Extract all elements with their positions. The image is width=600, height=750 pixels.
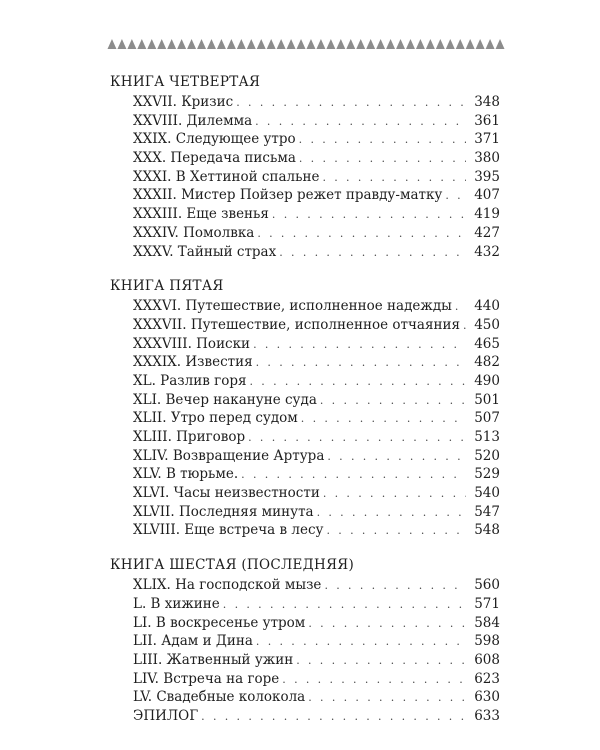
page-number: 427 — [474, 224, 500, 241]
toc-entry — [110, 243, 500, 262]
toc-entry — [110, 595, 500, 614]
page-number: 465 — [474, 335, 500, 352]
dot-leader — [241, 466, 466, 485]
ornament-triangle — [456, 39, 465, 49]
page-number: 450 — [474, 316, 500, 333]
chapter-title: XLIX. На господской мызе — [133, 577, 322, 594]
toc-entry — [110, 670, 500, 689]
page-number: 380 — [474, 150, 500, 167]
toc-entry — [110, 576, 500, 595]
page-number: 584 — [474, 614, 500, 631]
ornament-triangle — [247, 39, 256, 49]
ornament-triangle — [127, 39, 136, 49]
ornament-triangle — [157, 39, 166, 49]
page-number: 507 — [474, 410, 500, 427]
ornament-triangle — [167, 39, 176, 49]
ornament-triangle — [117, 39, 126, 49]
ornament-triangle — [486, 39, 495, 49]
dot-leader — [279, 244, 466, 263]
toc-entry — [110, 391, 500, 410]
ornament-triangle — [426, 39, 435, 49]
table-of-contents — [110, 74, 500, 743]
ornament-triangle — [386, 39, 395, 49]
page-number: 623 — [474, 670, 500, 687]
dot-leader — [256, 633, 466, 652]
ornament-triangle — [316, 39, 325, 49]
dot-leader — [299, 131, 466, 150]
dot-leader — [445, 187, 466, 206]
chapter-title: LIII. Жатвенный ужин — [133, 651, 294, 668]
page-number: 432 — [474, 243, 500, 260]
dot-leader — [255, 113, 466, 132]
ornament-triangle — [336, 39, 345, 49]
dot-leader — [301, 410, 466, 429]
chapter-title: XXXI. В Хеттиной спальне — [133, 168, 320, 185]
chapter-title: XXX. Передача письма — [133, 150, 296, 167]
toc-entry — [110, 297, 500, 316]
dot-leader — [322, 169, 466, 188]
toc-entry — [110, 93, 500, 112]
ornament-triangle — [297, 39, 306, 49]
chapter-title: L. В хижине — [133, 595, 220, 612]
dot-leader — [223, 596, 466, 615]
ornament-triangle — [147, 39, 156, 49]
page-number: 598 — [474, 633, 500, 650]
book-title: КНИГА ШЕСТАЯ (ПОСЛЕДНЯЯ) — [110, 557, 355, 574]
page-number: 608 — [474, 651, 500, 668]
page-number: 630 — [474, 689, 500, 706]
book-six-section — [110, 557, 500, 726]
chapter-title: XXXVII. Путешествие, исполненное отчаяния — [133, 316, 460, 333]
ornament-triangle — [406, 39, 415, 49]
toc-entry — [110, 316, 500, 335]
chapter-title: XLVII. Последняя минута — [133, 503, 314, 520]
ornament-triangle — [326, 39, 335, 49]
page-number: 633 — [474, 707, 500, 724]
ornament-triangle — [496, 39, 505, 49]
dot-leader — [299, 150, 466, 169]
toc-entry — [110, 651, 500, 670]
ornament-triangle — [207, 39, 216, 49]
ornament-triangle — [237, 39, 246, 49]
ornament-triangle — [376, 39, 385, 49]
toc-entry — [110, 224, 500, 243]
chapter-title: XXXIV. Помолвка — [133, 224, 255, 241]
dot-leader — [282, 671, 466, 690]
chapter-title: XLVIII. Еще встреча в лесу — [133, 522, 324, 539]
ornament-triangle — [177, 39, 186, 49]
page-number: 440 — [474, 298, 500, 315]
toc-entry — [110, 149, 500, 168]
ornament-triangle — [346, 39, 355, 49]
page-number: 407 — [474, 187, 500, 204]
dot-leader — [272, 206, 466, 225]
toc-entry — [110, 465, 500, 484]
dot-leader — [327, 448, 466, 467]
page-number: 482 — [474, 354, 500, 371]
header-ornament — [107, 38, 505, 50]
dot-leader — [256, 354, 466, 373]
page-number: 371 — [474, 131, 500, 148]
chapter-title: XLI. Вечер накануне суда — [133, 391, 317, 408]
page-number: 419 — [474, 206, 500, 223]
book-five-section — [110, 278, 500, 540]
chapter-title: LV. Свадебные колокола — [133, 689, 306, 706]
dot-leader — [296, 652, 466, 671]
chapter-title: XXVIII. Дилемма — [133, 112, 253, 129]
ornament-triangle — [366, 39, 375, 49]
chapter-title: XLIV. Возвращение Артура — [133, 447, 325, 464]
dot-leader — [257, 225, 466, 244]
dot-leader — [326, 522, 466, 541]
ornament-triangle — [287, 39, 296, 49]
book-title: КНИГА ПЯТАЯ — [110, 278, 224, 295]
chapter-title: XXXV. Тайный страх — [133, 243, 277, 260]
toc-entry — [110, 503, 500, 522]
ornament-triangle — [466, 39, 475, 49]
ornament-triangle — [416, 39, 425, 49]
ornament-triangle — [217, 39, 226, 49]
toc-entry — [110, 632, 500, 651]
page-number: 361 — [474, 112, 500, 129]
dot-leader — [236, 94, 466, 113]
book-four-section — [110, 74, 500, 261]
ornament-triangle — [446, 39, 455, 49]
chapter-title: XLV. В тюрьме. — [133, 466, 239, 483]
ornament-triangle — [267, 39, 276, 49]
page-number: 548 — [474, 522, 500, 539]
ornament-triangle — [137, 39, 146, 49]
toc-entry — [110, 447, 500, 466]
chapter-title: XXXII. Мистер Пойзер режет правду-матку — [133, 187, 443, 204]
chapter-title: XLVI. Часы неизвестности — [133, 485, 320, 502]
page-number: 529 — [474, 466, 500, 483]
dot-leader — [201, 708, 466, 727]
toc-entry — [110, 372, 500, 391]
page-number: 490 — [474, 372, 500, 389]
toc-entry — [110, 707, 500, 726]
chapter-title: XXXVI. Путешествие, исполненное надежды — [133, 298, 452, 315]
page-number: 540 — [474, 485, 500, 502]
ornament-triangle — [227, 39, 236, 49]
page-number: 348 — [474, 94, 500, 110]
chapter-title: ЭПИЛОГ — [133, 707, 199, 724]
dot-leader — [323, 485, 466, 504]
dot-leader — [308, 689, 466, 708]
ornament-triangle — [476, 39, 485, 49]
book-title: КНИГА ЧЕТВЕРТАЯ — [110, 74, 261, 90]
chapter-title: XLIII. Приговор — [133, 429, 246, 445]
ornament-triangle — [307, 39, 316, 49]
dot-leader — [324, 577, 466, 596]
chapter-title: LII. Адам и Дина — [133, 633, 253, 650]
toc-entry — [110, 614, 500, 633]
toc-entry — [110, 186, 500, 205]
toc-entry — [110, 353, 500, 372]
ornament-triangle — [436, 39, 445, 49]
toc-entry — [110, 484, 500, 503]
dot-leader — [308, 615, 466, 634]
toc-entry — [110, 205, 500, 224]
chapter-title: XXIX. Следующее утро — [133, 131, 296, 148]
chapter-title: XL. Разлив горя — [133, 372, 247, 389]
ornament-triangle — [257, 39, 266, 49]
dot-leader — [249, 373, 466, 392]
chapter-title: XXXIII. Еще звенья — [133, 206, 269, 223]
page-number: 395 — [474, 168, 500, 185]
chapter-title: XXXVIII. Поиски — [133, 335, 251, 352]
chapter-title: XLII. Утро перед судом — [133, 410, 298, 427]
toc-entry — [110, 409, 500, 428]
toc-entry — [110, 130, 500, 149]
ornament-triangle — [396, 39, 405, 49]
ornament-triangle — [187, 39, 196, 49]
ornament-triangle — [108, 39, 117, 49]
toc-entry — [110, 335, 500, 354]
toc-entry — [110, 428, 500, 447]
page-number: 571 — [474, 595, 500, 612]
chapter-title: XXVII. Кризис — [133, 94, 234, 110]
page-number: 501 — [474, 391, 500, 408]
page-number: 560 — [474, 577, 500, 594]
page-number: 520 — [474, 447, 500, 464]
dot-leader — [248, 429, 466, 448]
dot-leader — [463, 317, 466, 336]
chapter-title: LIV. Встреча на горе — [133, 670, 280, 687]
toc-entry — [110, 112, 500, 131]
dot-leader — [253, 336, 466, 355]
toc-entry — [110, 521, 500, 540]
chapter-title: LI. В воскресенье утром — [133, 614, 306, 631]
page-number: 513 — [474, 429, 500, 445]
ornament-triangle — [356, 39, 365, 49]
toc-entry — [110, 168, 500, 187]
ornament-triangle — [277, 39, 286, 49]
chapter-title: XXXIX. Известия — [133, 354, 253, 371]
toc-entry — [110, 688, 500, 707]
page-number: 547 — [474, 503, 500, 520]
dot-leader — [455, 298, 466, 317]
dot-leader — [317, 504, 466, 523]
ornament-triangle — [197, 39, 206, 49]
dot-leader — [320, 392, 466, 411]
